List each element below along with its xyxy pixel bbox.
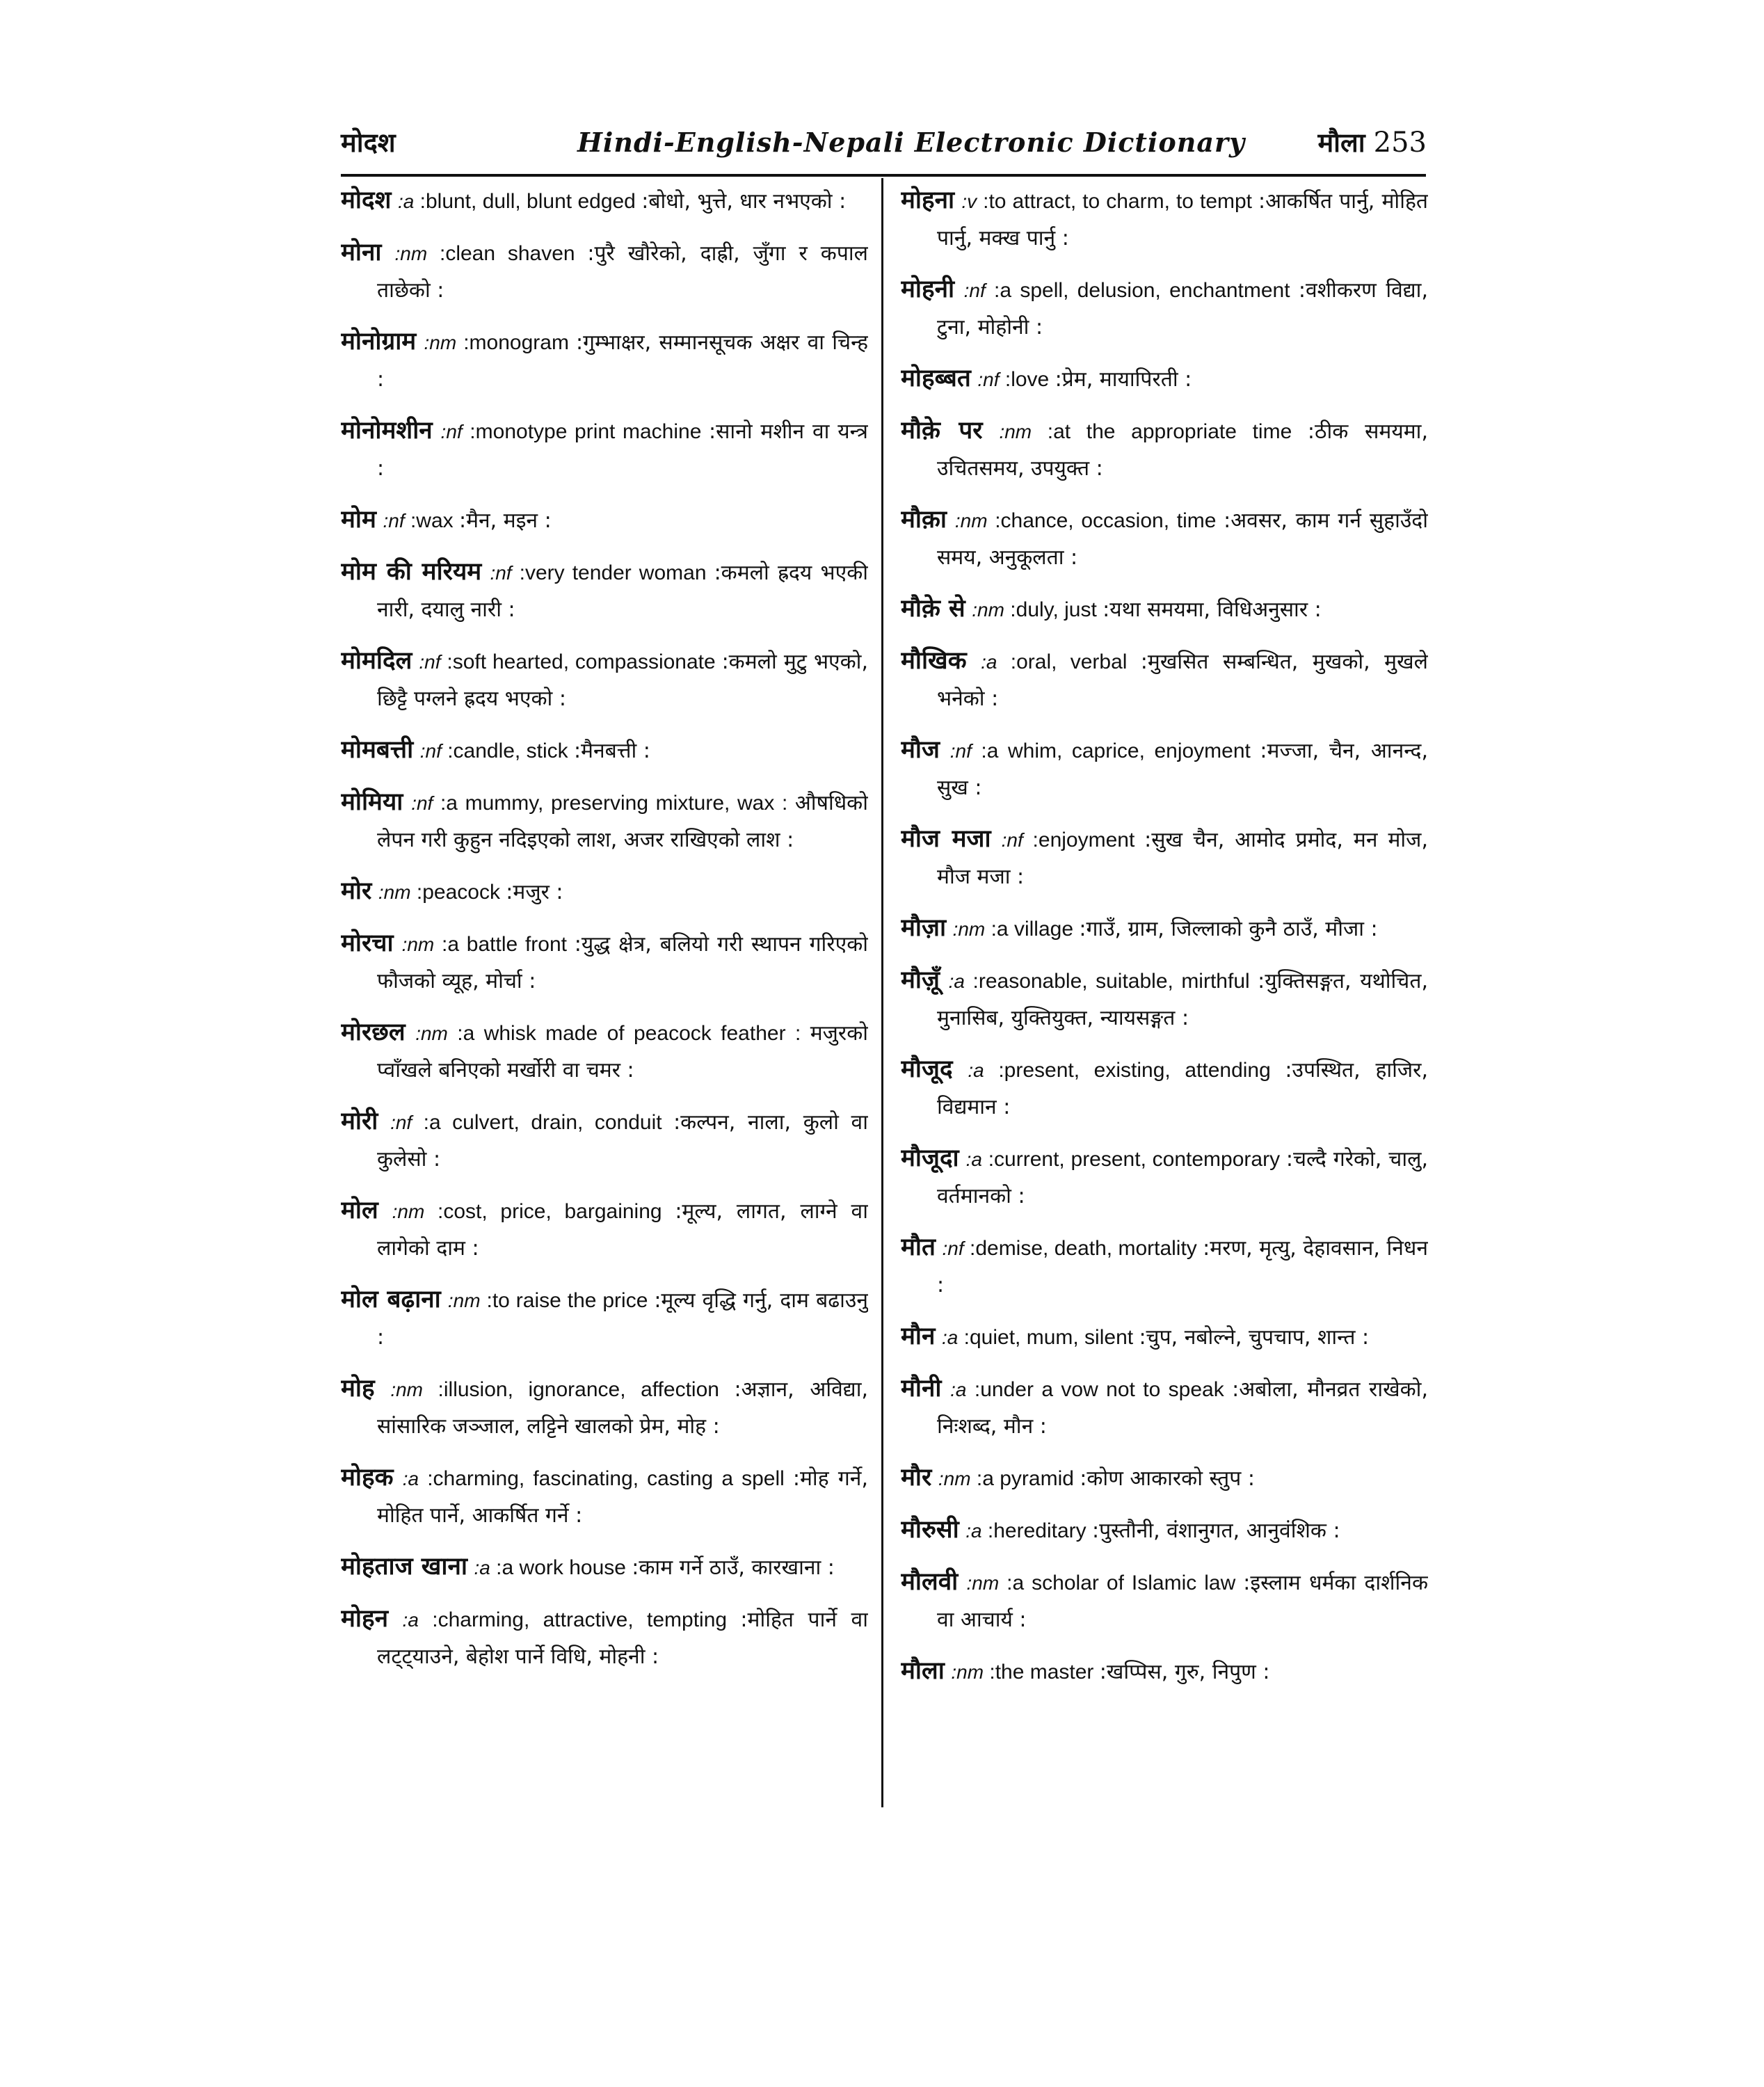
english-gloss: :illusion, ignorance, affection — [423, 1378, 735, 1401]
dictionary-entry — [901, 360, 1428, 398]
part-of-speech: :nf — [419, 740, 442, 762]
part-of-speech: :nf — [383, 510, 405, 531]
part-of-speech: :nm — [394, 243, 428, 264]
headword: मोरछल — [341, 1018, 406, 1046]
nepali-gloss: :मूल्य, लागत, लाग्ने वा लागेको दाम : — [377, 1199, 868, 1261]
part-of-speech: :a — [981, 651, 997, 673]
part-of-speech: :nf — [963, 280, 986, 301]
nepali-gloss: :आकर्षित पार्नु, मोहित पार्नु, मक्ख पार्नु : — [937, 189, 1428, 250]
nepali-gloss: :उपस्थित, हाजिर, विद्यमान : — [937, 1058, 1428, 1119]
nepali-gloss: :मूल्य वृद्धि गर्नु, दाम बढाउनु : — [377, 1288, 868, 1350]
nepali-gloss: औषधिको लेपन गरी कुहुन नदिइएको लाश, अजर राखिएको लाश : — [377, 791, 868, 852]
nepali-gloss: :यथा समयमा, विधिअनुसार : — [1102, 598, 1322, 622]
part-of-speech: :nf — [440, 421, 463, 442]
english-gloss: :a mummy, preserving mixture, wax : — [433, 792, 795, 815]
nepali-gloss: :चल्दै गरेको, चालु, वर्तमानको : — [937, 1147, 1428, 1208]
part-of-speech: :a — [948, 970, 965, 992]
english-gloss: :a spell, delusion, enchantment — [985, 279, 1299, 302]
dictionary-entry — [901, 732, 1428, 806]
header-rule — [341, 174, 1426, 177]
headword: मोल बढ़ाना — [341, 1286, 441, 1313]
part-of-speech: :a — [474, 1557, 490, 1578]
dictionary-entry — [341, 784, 868, 858]
nepali-gloss: :मज्जा, चैन, आनन्द, सुख : — [937, 739, 1428, 800]
english-gloss: :peacock — [410, 881, 506, 904]
dictionary-entry — [341, 925, 868, 1000]
headword: मोमदिल — [341, 647, 412, 675]
english-gloss: :cost, price, bargaining — [424, 1200, 675, 1223]
english-gloss: :demise, death, mortality — [963, 1237, 1203, 1260]
dictionary-entry — [901, 591, 1428, 628]
dictionary-entry — [901, 182, 1428, 257]
dictionary-entry — [901, 1653, 1428, 1690]
part-of-speech: :nf — [390, 1112, 412, 1133]
dictionary-entry — [341, 234, 868, 309]
dictionary-entry — [341, 873, 868, 911]
headword: मौनी — [901, 1375, 942, 1402]
english-gloss: :under a vow not to speak — [966, 1378, 1233, 1401]
headword: मोल — [341, 1197, 378, 1224]
english-gloss: :a whim, caprice, enjoyment — [971, 739, 1260, 762]
english-gloss: :clean shaven — [427, 242, 588, 265]
part-of-speech: :nm — [390, 1379, 424, 1400]
nepali-gloss: :इस्लाम धर्मका दार्शनिक वा आचार्य : — [937, 1571, 1428, 1632]
english-gloss: :enjoyment — [1023, 829, 1145, 851]
headword: मौज — [901, 736, 940, 764]
part-of-speech: :nm — [415, 1023, 448, 1044]
page-number: 253 — [1373, 127, 1427, 159]
headword: मौत — [901, 1233, 936, 1261]
part-of-speech: :nm — [952, 918, 986, 940]
part-of-speech: :nf — [942, 1238, 964, 1259]
nepali-gloss: :मजुर : — [506, 880, 563, 904]
nepali-gloss: :पुरै खौरेको, दाह्री, जुँगा र कपाल ताछेको : — [377, 241, 868, 303]
headword: मोहना — [901, 186, 955, 214]
english-gloss: :chance, occasion, time — [987, 509, 1224, 532]
headword: मोहन — [341, 1605, 389, 1633]
headword: मोहब्बत — [901, 365, 971, 392]
part-of-speech: :nm — [954, 510, 988, 531]
guide-word-left: मोदश — [341, 127, 396, 158]
part-of-speech: :v — [961, 191, 977, 212]
english-gloss: :current, present, contemporary — [981, 1148, 1286, 1171]
dictionary-entry — [901, 643, 1428, 717]
part-of-speech: :nm — [999, 421, 1032, 442]
nepali-gloss: :मरण, मृत्यु, देहावसान, निधन : — [937, 1236, 1428, 1297]
nepali-gloss: :सानो मशीन वा यन्त्र : — [377, 419, 868, 481]
headword: मौज़ा — [901, 914, 947, 942]
dictionary-entry — [341, 1014, 868, 1089]
nepali-gloss: :अवसर, काम गर्न सुहाउँदो समय, अनुकूलता : — [937, 509, 1428, 570]
nepali-gloss: :मैनबत्ती : — [573, 739, 650, 763]
english-gloss: :the master — [984, 1661, 1100, 1684]
headword: मोहक — [341, 1464, 394, 1492]
headword: मौज मजा — [901, 825, 991, 853]
nepali-gloss: :बोधो, भुत्ते, धार नभएको : — [641, 189, 847, 214]
part-of-speech: :nm — [966, 1572, 1000, 1594]
headword: मोम — [341, 506, 376, 534]
headword: मोनोमशीन — [341, 417, 433, 445]
part-of-speech: :nf — [977, 369, 1000, 390]
part-of-speech: :nm — [392, 1201, 425, 1222]
headword: मोनोग्राम — [341, 328, 417, 355]
nepali-gloss: :कल्पन, नाला, कुलो वा कुलेसो : — [377, 1110, 868, 1172]
dictionary-entry — [341, 1370, 868, 1445]
dictionary-entry — [901, 1229, 1428, 1304]
dictionary-entry — [341, 1103, 868, 1178]
dictionary-entry — [901, 1564, 1428, 1638]
english-gloss: :a work house — [490, 1556, 632, 1579]
nepali-gloss: :काम गर्ने ठाउँ, कारखाना : — [632, 1556, 835, 1580]
headword: मौखिक — [901, 647, 967, 675]
part-of-speech: :nm — [447, 1290, 481, 1311]
nepali-gloss: :मोह गर्ने, मोहित पार्ने, आकर्षित गर्ने : — [377, 1466, 868, 1528]
headword: मोरचा — [341, 929, 394, 957]
guide-word-right-text: मौला — [1317, 127, 1365, 158]
english-gloss: :a scholar of Islamic law — [999, 1572, 1244, 1594]
english-gloss: :oral, verbal — [997, 650, 1141, 673]
english-gloss: :a pyramid — [970, 1467, 1080, 1490]
guide-word-right — [1317, 118, 1427, 167]
headword: मौज़ूँ — [901, 966, 940, 994]
part-of-speech: :nm — [972, 599, 1004, 621]
part-of-speech: :nf — [1001, 829, 1023, 851]
dictionary-entry — [901, 271, 1428, 346]
headword: मोहनी — [901, 275, 955, 303]
headword: मोह — [341, 1375, 375, 1402]
headword: मौक़ा — [901, 506, 947, 534]
english-gloss: :a battle front — [434, 933, 575, 956]
dictionary-entry — [901, 910, 1428, 947]
headword: मौर — [901, 1464, 932, 1492]
headword: मौला — [901, 1657, 945, 1685]
english-gloss: :present, existing, attending — [984, 1059, 1285, 1082]
english-gloss: :a whisk made of peacock feather : — [447, 1022, 810, 1045]
dictionary-entry — [341, 1549, 868, 1586]
part-of-speech: :a — [965, 1520, 982, 1542]
english-gloss: :charming, fascinating, casting a spell — [419, 1467, 793, 1490]
part-of-speech: :nf — [411, 792, 433, 814]
dictionary-entry — [341, 643, 868, 717]
english-gloss: :at the appropriate time — [1032, 420, 1308, 443]
headword: मौक़े पर — [901, 417, 983, 445]
nepali-gloss: :चुप, नबोल्ने, चुपचाप, शान्त : — [1139, 1325, 1370, 1350]
left-column — [341, 182, 868, 1810]
nepali-gloss: :मोहित पार्ने वा लट्ट्याउने, बेहोश पार्ने विधि, मोहनी : — [377, 1608, 868, 1669]
english-gloss: :wax — [404, 509, 459, 532]
english-gloss: :soft hearted, compassionate — [440, 650, 722, 673]
right-column — [901, 182, 1428, 1810]
nepali-gloss: :सुख चैन, आमोद प्रमोद, मन मोज, मौज मजा : — [937, 828, 1428, 889]
nepali-gloss: :वशीकरण विद्या, टुना, मोहोनी : — [937, 278, 1428, 339]
english-gloss: :candle, stick — [441, 739, 574, 762]
dictionary-entry — [341, 1192, 868, 1267]
english-gloss: :monogram — [456, 331, 576, 354]
dictionary-entry — [341, 1281, 868, 1356]
nepali-gloss: :कमलो ह्रदय भएकी नारी, दयालु नारी : — [377, 561, 868, 622]
nepali-gloss: :ठीक समयमा, उचितसमय, उपयुक्त : — [937, 419, 1428, 481]
headword: मौरुसी — [901, 1516, 959, 1544]
nepali-gloss: :गुम्भाक्षर, सम्मानसूचक अक्षर वा चिन्ह : — [377, 330, 868, 392]
dictionary-entry — [901, 1460, 1428, 1497]
dictionary-entry — [901, 1318, 1428, 1356]
dictionary-entry — [901, 1512, 1428, 1549]
nepali-gloss: :प्रेम, मायापिरती : — [1055, 367, 1192, 392]
part-of-speech: :nf — [419, 651, 441, 673]
headword: मौजूद — [901, 1055, 953, 1083]
nepali-gloss: :अबोला, मौनव्रत राखेको, निःशब्द, मौन : — [937, 1377, 1428, 1439]
part-of-speech: :nf — [949, 740, 972, 762]
headword: मोम की मरियम — [341, 558, 482, 586]
dictionary-entry — [901, 1370, 1428, 1445]
dictionary-entry — [901, 1051, 1428, 1126]
headword: मोहताज खाना — [341, 1553, 467, 1581]
nepali-gloss: :युक्तिसङ्गत, यथोचित, मुनासिब, युक्तियुक्त, न्यायसङ्गत : — [937, 969, 1428, 1030]
nepali-gloss: :गाउँ, ग्राम, जिल्लाको कुनै ठाउँ, मौजा : — [1079, 917, 1378, 941]
part-of-speech: :a — [965, 1149, 982, 1170]
part-of-speech: :a — [397, 191, 415, 212]
nepali-gloss: मजुरको प्वाँखले बनिएको मर्खोरी वा चमर : — [377, 1021, 868, 1082]
part-of-speech: :nm — [378, 881, 411, 903]
part-of-speech: :nm — [938, 1468, 971, 1489]
english-gloss: :hereditary — [981, 1519, 1092, 1542]
nepali-gloss: :कमलो मुटु भएको, छिट्टै पग्लने ह्रदय भएको : — [377, 650, 868, 711]
dictionary-entry — [901, 962, 1428, 1037]
part-of-speech: :nm — [951, 1661, 984, 1683]
english-gloss: :charming, attractive, tempting — [418, 1608, 741, 1631]
dictionary-entry — [341, 413, 868, 487]
headword: मोमिया — [341, 788, 403, 816]
dictionary-entry — [341, 732, 868, 769]
part-of-speech: :a — [968, 1060, 984, 1081]
english-gloss: :quiet, mum, silent — [958, 1326, 1139, 1349]
part-of-speech: :nf — [490, 562, 512, 584]
dictionary-entry — [341, 1601, 868, 1675]
english-gloss: :blunt, dull, blunt edged — [414, 190, 642, 213]
part-of-speech: :nm — [401, 934, 435, 955]
dictionary-entry — [901, 502, 1428, 576]
nepali-gloss: :पुस्तौनी, वंशानुगत, आनुवंशिक : — [1091, 1519, 1340, 1543]
headword: मौक़े से — [901, 595, 965, 623]
headword: मौलवी — [901, 1568, 959, 1596]
english-gloss: :duly, just — [1004, 598, 1103, 621]
part-of-speech: :a — [941, 1327, 959, 1348]
dictionary-entry — [341, 502, 868, 539]
headword: मौन — [901, 1322, 936, 1350]
dictionary-entry — [341, 323, 868, 398]
headword: मोर — [341, 877, 372, 905]
nepali-gloss: :युद्ध क्षेत्र, बलियो गरी स्थापन गरिएको फौजको व्यूह, मोर्चा : — [377, 932, 868, 993]
nepali-gloss: :खप्पिस, गुरु, निपुण : — [1099, 1660, 1270, 1684]
part-of-speech: :a — [402, 1609, 419, 1631]
column-divider — [881, 178, 883, 1807]
english-gloss: :monotype print machine — [462, 420, 709, 443]
headword: मोरी — [341, 1108, 378, 1135]
dictionary-entry — [341, 554, 868, 628]
dictionary-entry — [901, 821, 1428, 895]
english-gloss: :to raise the price — [480, 1289, 655, 1312]
dictionary-entry — [901, 1140, 1428, 1215]
english-gloss: :very tender woman — [511, 561, 714, 584]
english-gloss: :love — [999, 368, 1055, 391]
english-gloss: :a village — [985, 918, 1080, 941]
dictionary-entry — [341, 1460, 868, 1534]
dictionary-entry — [341, 182, 868, 220]
nepali-gloss: :मैन, मइन : — [458, 509, 552, 533]
dictionary-entry — [901, 413, 1428, 487]
running-title: Hindi-English-Nepali Electronic Dictionary — [577, 127, 1246, 158]
english-gloss: :a culvert, drain, conduit — [412, 1111, 674, 1134]
part-of-speech: :nm — [424, 332, 457, 353]
nepali-gloss: :अज्ञान, अविद्या, सांसारिक जञ्जाल, लट्टिने खालको प्रेम, मोह : — [377, 1377, 868, 1439]
english-gloss: :to attract, to charm, to tempt — [977, 190, 1259, 213]
headword: मोना — [341, 239, 382, 266]
headword: मौजूदा — [901, 1144, 959, 1172]
nepali-gloss: :मुखसित सम्बन्धित, मुखको, मुखले भनेको : — [937, 650, 1428, 711]
headword: मोमबत्ती — [341, 736, 414, 764]
english-gloss: :reasonable, suitable, mirthful — [965, 970, 1258, 993]
part-of-speech: :a — [402, 1468, 419, 1489]
headword: मोदश — [341, 186, 392, 214]
part-of-speech: :a — [950, 1379, 967, 1400]
nepali-gloss: :कोण आकारको स्तुप : — [1080, 1466, 1255, 1491]
